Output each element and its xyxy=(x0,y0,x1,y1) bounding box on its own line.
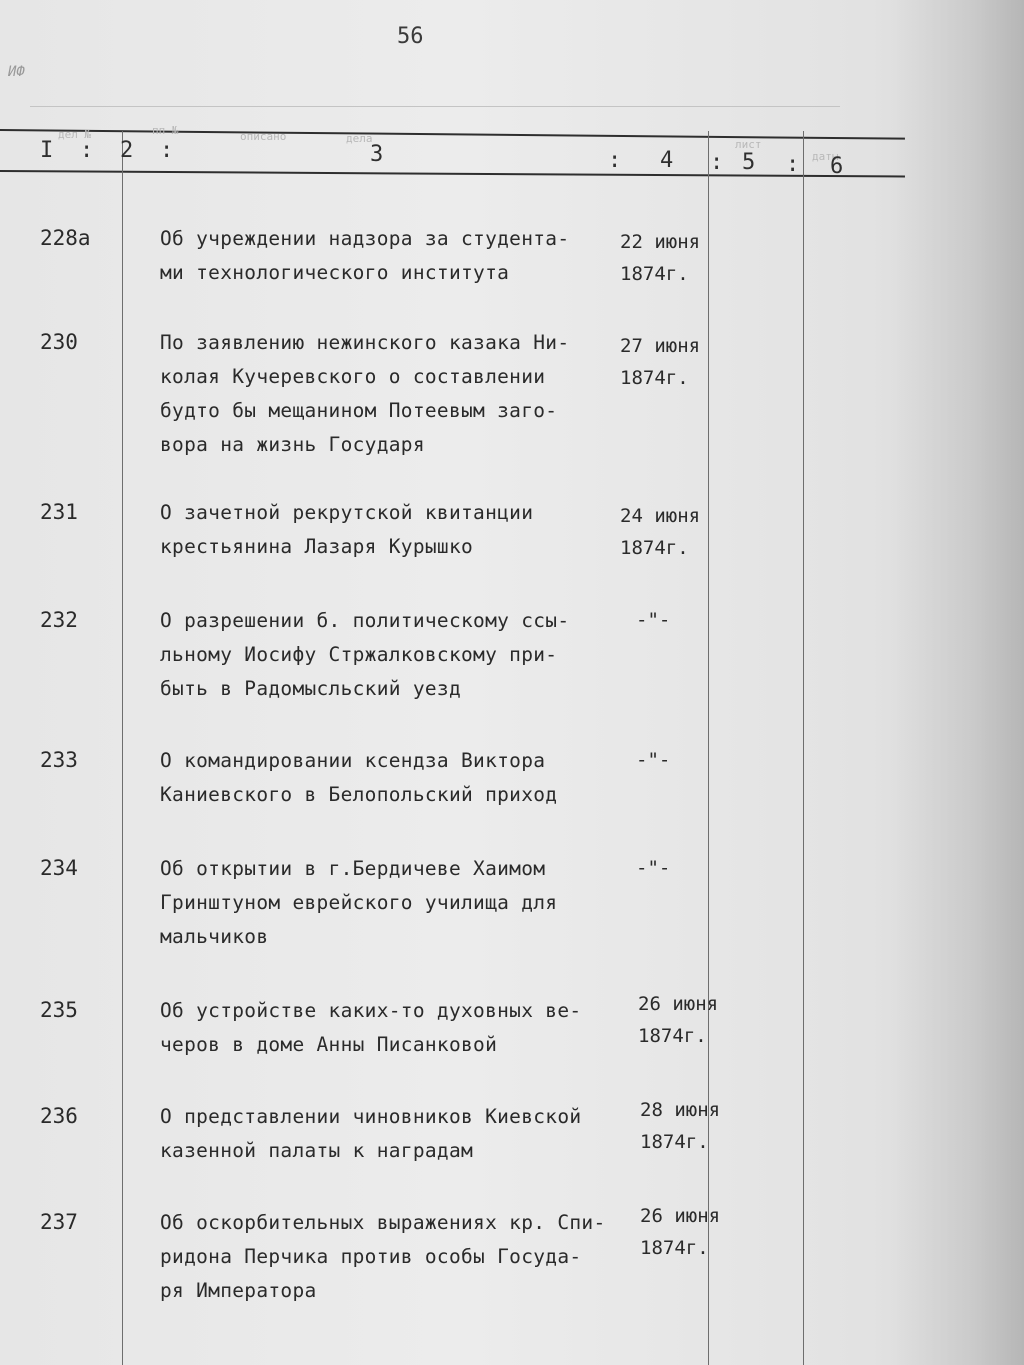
entry-description: Об оскорбительных выражениях кр. Спи- ридона Перчика против особы Госуда- ря Императора xyxy=(160,1211,606,1302)
header-col-5: 5 xyxy=(742,150,756,175)
entry-description: По заявлению нежинского казака Ни- колая Кучеревского о составлении будто бы мещанином Потеевым заго- вора на жизнь Государя xyxy=(160,331,570,456)
header-col-3: 3 xyxy=(370,142,384,167)
entry-number: 231 xyxy=(40,500,78,524)
entry-date: 26 июня 1874г. xyxy=(638,993,719,1047)
entry-number: 234 xyxy=(40,856,78,880)
header-sep: : xyxy=(608,148,622,173)
page-number: 56 xyxy=(397,24,424,49)
entry-number: 237 xyxy=(40,1210,78,1234)
header-col-1: I xyxy=(40,138,54,163)
corner-mark: ИФ xyxy=(8,64,25,80)
ghost-label: дел № xyxy=(58,128,92,141)
header-top-rule xyxy=(0,129,905,140)
entry-description: О командировании ксендза Виктора Каниевского в Белопольский приход xyxy=(160,749,558,806)
entry-number: 228а xyxy=(40,226,91,250)
entry-number: 233 xyxy=(40,748,78,772)
header-bottom-rule xyxy=(0,170,905,178)
entry-date: 24 июня 1874г. xyxy=(620,505,701,559)
entry-date: -"- xyxy=(636,857,671,879)
header-sep: : xyxy=(710,150,724,175)
entry-number: 235 xyxy=(40,998,78,1022)
entry-date: -"- xyxy=(636,609,671,631)
header-sep: : xyxy=(80,138,94,163)
ghost-label: даты xyxy=(812,150,839,163)
ghost-label: описано xyxy=(240,130,287,143)
entry-date: 26 июня 1874г. xyxy=(640,1205,721,1259)
entry-number: 236 xyxy=(40,1104,78,1128)
entry-number: 230 xyxy=(40,330,78,354)
entry-date: -"- xyxy=(636,749,671,771)
header-col-6: 6 xyxy=(830,154,844,179)
column-divider-1 xyxy=(122,131,123,1365)
entry-description: Об учреждении надзора за студента- ми технологического института xyxy=(160,227,570,284)
column-divider-3 xyxy=(803,131,804,1365)
entry-number: 232 xyxy=(40,608,78,632)
entry-date: 28 июня 1874г. xyxy=(640,1099,721,1153)
faint-rule xyxy=(30,106,840,107)
header-col-2: 2 xyxy=(120,138,134,163)
entry-description: О представлении чиновников Киевской казенной палаты к наградам xyxy=(160,1105,582,1162)
ghost-label: пп № xyxy=(152,124,179,137)
entry-date: 27 июня 1874г. xyxy=(620,335,701,389)
entry-description: Об открытии в г.Бердичеве Хаимом Гринштуном еврейского училища для мальчиков xyxy=(160,857,558,948)
header-col-4: 4 xyxy=(660,148,674,173)
entry-description: Об устройстве каких-то духовных ве- черов в доме Анны Писанковой xyxy=(160,999,582,1056)
header-sep: : xyxy=(786,152,800,177)
ghost-label: дела xyxy=(346,132,373,145)
page-edge-shadow xyxy=(894,0,1024,1365)
entry-description: О разрешении б. политическому ссы- льному Иосифу Стржалковскому при- быть в Радомысльский уезд xyxy=(160,609,570,700)
entry-date: 22 июня 1874г. xyxy=(620,231,701,285)
header-sep: : xyxy=(160,138,174,163)
ghost-label: лист xyxy=(735,138,762,151)
entry-description: О зачетной рекрутской квитанции крестьянина Лазаря Курышко xyxy=(160,501,534,558)
